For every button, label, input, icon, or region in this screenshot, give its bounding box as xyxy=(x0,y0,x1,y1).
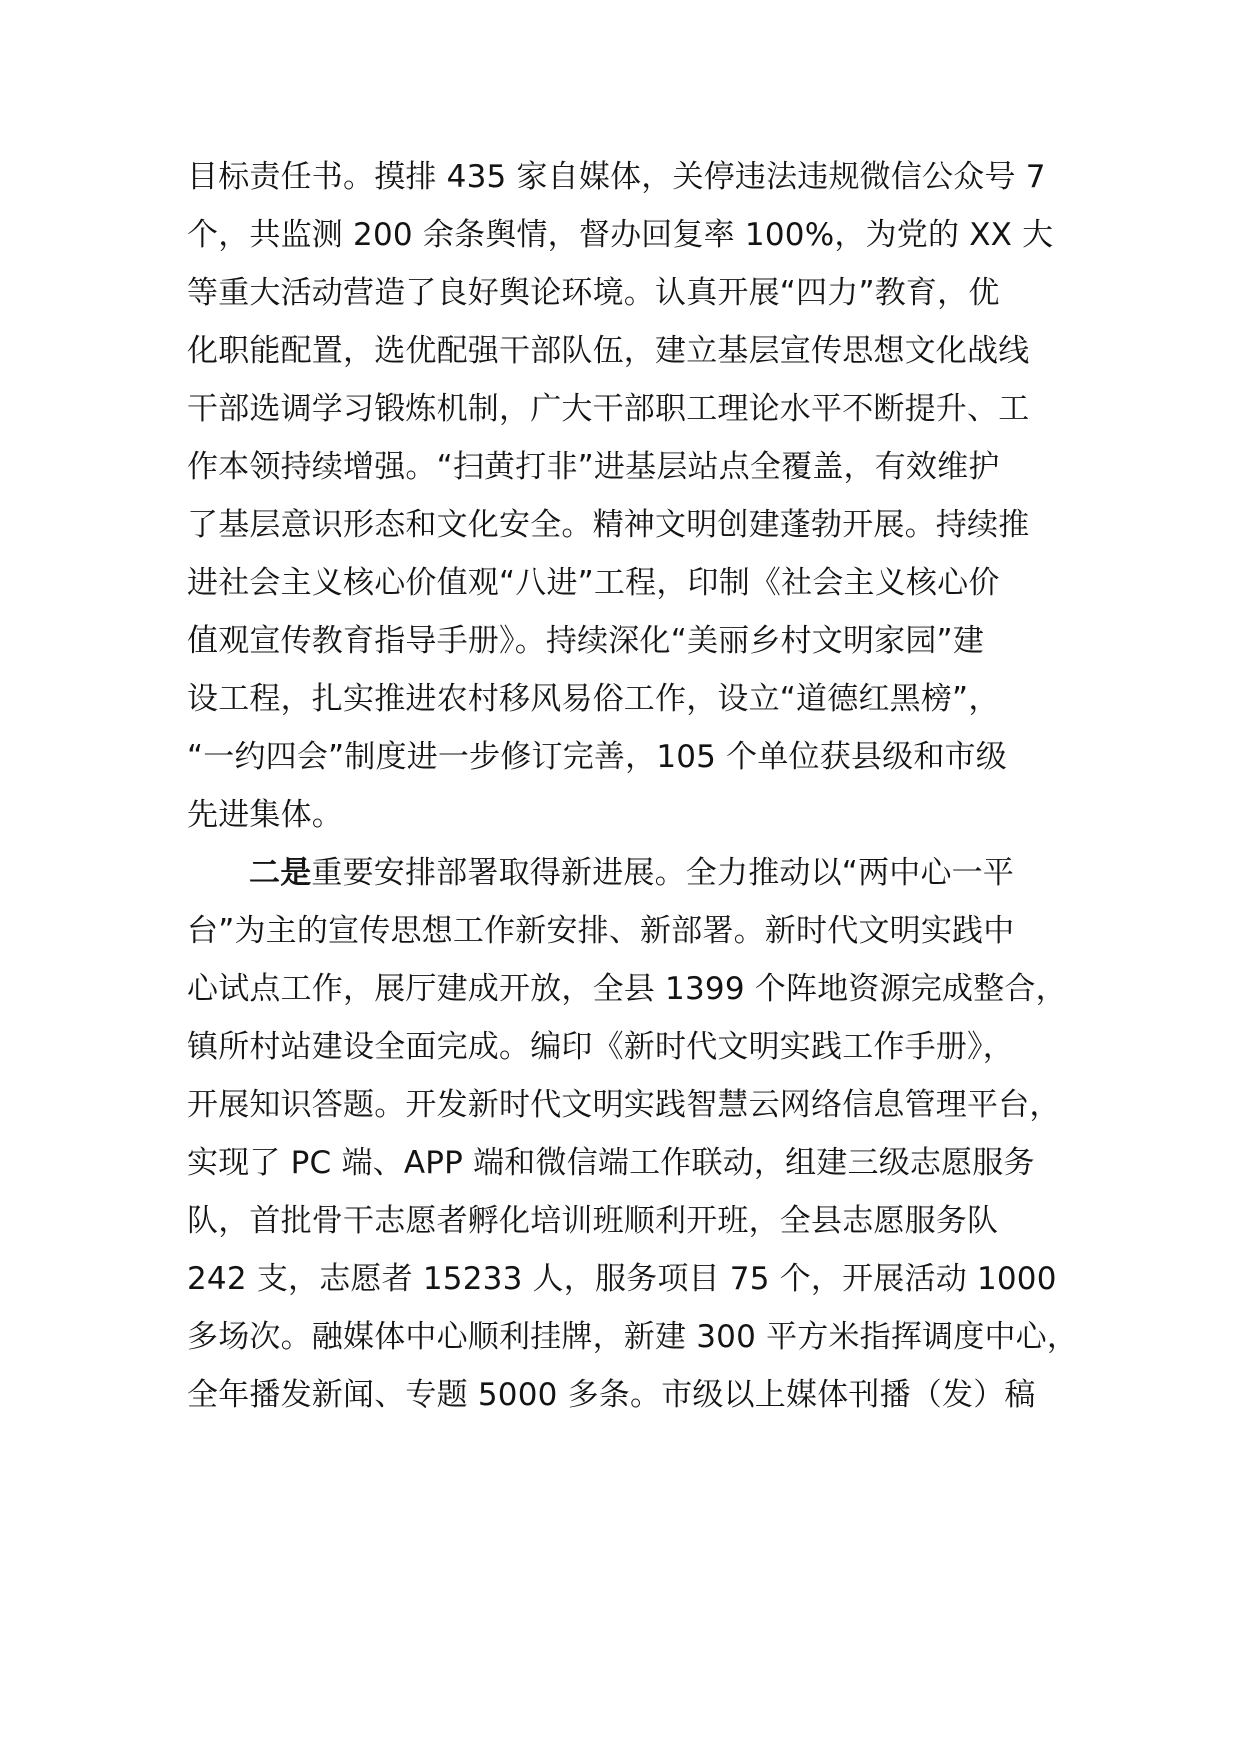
paragraph-2-line-1 xyxy=(249,853,1014,893)
paragraph-1-line-4: 化职能配置，选优配强干部队伍，建立基层宣传思想文化战线 xyxy=(187,333,1030,369)
paragraph-1-line-1: 目标责任书。摸排 435 家自媒体，关停违法违规微信公众号 7 xyxy=(187,159,1046,195)
paragraph-2-lead: 二是 xyxy=(249,855,312,891)
paragraph-1-line-8: 进社会主义核心价值观“八进”工程，印制《社会主义核心价 xyxy=(187,565,1000,601)
paragraph-2-line-7: 队，首批骨干志愿者孵化培训班顺利开班，全县志愿服务队 xyxy=(187,1203,999,1239)
paragraph-2-line-9: 多场次。融媒体中心顺利挂牌，新建 300 平方米指挥调度中心， xyxy=(187,1319,1079,1355)
paragraph-1-line-9: 值观宣传教育指导手册》。持续深化“美丽乡村文明家园”建 xyxy=(187,623,985,659)
paragraph-2-line-5: 开展知识答题。开发新时代文明实践智慧云网络信息管理平台， xyxy=(187,1087,1061,1123)
paragraph-1-line-3: 等重大活动营造了良好舆论环境。认真开展“四力”教育，优 xyxy=(187,275,1000,311)
paragraph-1-line-7: 了基层意识形态和文化安全。精神文明创建蓬勃开展。持续推 xyxy=(187,507,1030,543)
paragraph-2-line-6: 实现了 PC 端、APP 端和微信端工作联动，组建三级志愿服务 xyxy=(187,1145,1035,1181)
paragraph-2-line-2: 台”为主的宣传思想工作新安排、新部署。新时代文明实践中 xyxy=(187,913,1015,949)
paragraph-1-line-6: 作本领持续增强。“扫黄打非”进基层站点全覆盖，有效维护 xyxy=(187,449,1000,485)
paragraph-2-first-line-text: 重要安排部署取得新进展。全力推动以“两中心一平 xyxy=(311,855,1015,891)
paragraph-2-line-3: 心试点工作，展厅建成开放，全县 1399 个阵地资源完成整合， xyxy=(187,971,1067,1007)
paragraph-1-line-10: 设工程，扎实推进农村移风易俗工作，设立“道德红黑榜”， xyxy=(187,681,1000,717)
paragraph-2-line-8: 242 支，志愿者 15233 人，服务项目 75 个，开展活动 1000 xyxy=(187,1261,1057,1297)
paragraph-2-line-10: 全年播发新闻、专题 5000 多条。市级以上媒体刊播（发）稿 xyxy=(187,1377,1036,1413)
paragraph-1-line-11: “一约四会”制度进一步修订完善，105 个单位获县级和市级 xyxy=(187,739,1007,775)
paragraph-1-line-5: 干部选调学习锻炼机制，广大干部职工理论水平不断提升、工 xyxy=(187,391,1030,427)
paragraph-2-line-4: 镇所村站建设全面完成。编印《新时代文明实践工作手册》， xyxy=(187,1029,1014,1065)
paragraph-1-line-2: 个，共监测 200 余条舆情，督办回复率 100%，为党的 XX 大 xyxy=(187,217,1054,253)
paragraph-1-line-12: 先进集体。 xyxy=(187,797,343,833)
